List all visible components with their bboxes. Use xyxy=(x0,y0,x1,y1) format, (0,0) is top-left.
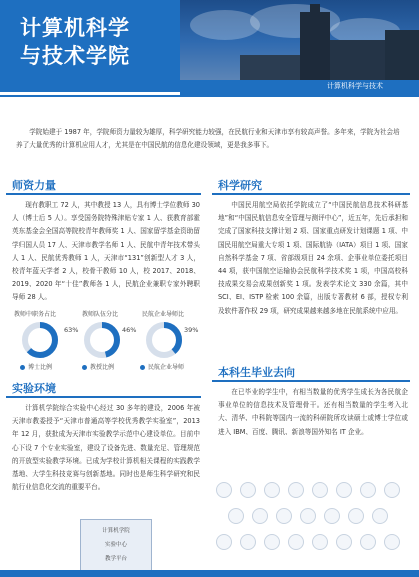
research-section-title: 科学研究 xyxy=(218,179,262,192)
stat-label: 教师队伍分比 xyxy=(82,311,119,318)
lab-section-header xyxy=(6,378,201,398)
campus-photo xyxy=(180,0,419,92)
title-block xyxy=(0,0,180,92)
career-paragraph: 在已毕业的学生中，有相当数量的优秀学生成长为各民航企事业单位的信息技术及管理骨干。还有相当数量的学生考入北大、清华、中科院等国内一流的科研院所攻读硕士或博士学位或进入 IBM、百度、腾讯、新浪等国外知名 IT 企业。 xyxy=(218,388,408,436)
partner-logo xyxy=(384,482,400,498)
partner-logo xyxy=(252,508,268,524)
partner-logo xyxy=(288,534,304,550)
partner-logo xyxy=(336,482,352,498)
section-underline xyxy=(212,193,410,195)
donut-chart-3 xyxy=(144,320,184,360)
caption-bar xyxy=(180,80,419,95)
partner-logo xyxy=(264,534,280,550)
partner-logo xyxy=(360,482,376,498)
partner-logo xyxy=(240,482,256,498)
stat-percent: 46% xyxy=(122,326,137,334)
partner-logo xyxy=(384,534,400,550)
faculty-paragraph: 现有教职工 72 人，其中教授 13 人，具有博士学位教师 30 人（博士后 5 人）。享受国务院特殊津贴专家 1 人、获教育部霍英东基金会全国高等院校青年教师奖 1 人、国家留学基金资助留学归国人员 17 人、天津市教学名师 1 人、民航中青年技术带头人 1 人、民航优秀教师 1 人，天津市“131”创新型人才 3 人，校青年蓝天学者 2 人，校骨干教师 10 人，校 2017、2018、2019、2020 年“十佳”教师各 1 人，民航企业兼职专家外聘职导师 28 人。 xyxy=(12,201,200,302)
page-title: 计算机科学 与技术学院 xyxy=(20,16,130,68)
career-section-header xyxy=(212,362,410,382)
partner-logo xyxy=(348,508,364,524)
partner-logo xyxy=(372,508,388,524)
legend-dot xyxy=(20,365,25,370)
stat-label: 教师中职务占比 xyxy=(14,311,57,318)
header-banner xyxy=(0,0,419,104)
partner-logo xyxy=(300,508,316,524)
partner-logo xyxy=(264,482,280,498)
flow-step: 实验中心 xyxy=(104,542,127,548)
legend-item: 教授比例 xyxy=(82,362,114,371)
partner-logo xyxy=(216,482,232,498)
partner-logo xyxy=(288,482,304,498)
donut-chart-1 xyxy=(20,320,60,360)
partner-logo xyxy=(240,534,256,550)
lab-flow-diagram xyxy=(80,519,152,571)
lab-paragraph: 计算机学院综合实验中心经过 30 多年的建设，2006 年被天津市教委授予“天津市普通高等学校优秀教学实验室”，2013 年 12 月，获批成为天津市实验教学示范中心建设单位。目前中心下设 7 个专业实验室，建设了设备先进、数量充足、管理规范的开放型实验教学环境。已成为学校计算机相关课程的实践教学基地、大学生科技竞赛与创新基地。同时也是师生科学研究和民航行业信息化交流的重要平台。 xyxy=(12,404,200,492)
header-divider xyxy=(0,95,419,97)
donut-chart-2 xyxy=(82,320,122,360)
section-underline xyxy=(6,193,201,195)
flow-step: 教学平台 xyxy=(104,556,127,562)
partner-logos xyxy=(212,478,410,564)
stat-percent: 39% xyxy=(184,326,199,334)
partner-logo xyxy=(336,534,352,550)
partner-logo xyxy=(360,534,376,550)
flow-step: 计算机学院 xyxy=(102,528,130,534)
intro-paragraph: 学院始建于 1987 年，学院师资力量较为雄厚，科学研究能力较强，在民航行业和天津市享有较高声誉。多年来，学院为社会培养了大量优秀的计算机应用人才，尤其是在中国民航的信息化建设领域，更是我多事下。 xyxy=(16,128,400,149)
faculty-section-header xyxy=(6,175,201,195)
footer-bar xyxy=(0,570,419,577)
section-underline xyxy=(212,380,410,382)
partner-logo xyxy=(276,508,292,524)
partner-logo xyxy=(324,508,340,524)
partner-logo xyxy=(312,534,328,550)
legend-dot xyxy=(140,365,145,370)
legend-item: 民航企业导师 xyxy=(140,362,184,371)
research-section-header xyxy=(212,175,410,195)
section-underline xyxy=(6,396,201,398)
research-paragraph: 中国民用航空局依托学院成立了“中国民航信息技术科研基地”和“中国民航信息安全管理与测评中心”，近五年，先后承担和完成了国家科技支撑计划 2 项、国家重点研发计划课题 1 项、中国民用航空局重大专项 1 项、国际航协（IATA）项目 1 项、国家自然科学基金 7 项、省部级项目 24 余项、企事业单位委托项目 44 项，获中国航空运输协会民航科学技术奖 1 项，中国高校科技成果交易会成果创新奖 1 项。发表学术论文 330 余篇，其中 SCI、EI、ISTP 检索 100 余篇，出版专著教材 6 部，授权专利及软件著作权 29 项，研究成果越来越多地在民航系统中应用。 xyxy=(218,201,408,315)
header-caption: 计算机科学与技术 xyxy=(327,82,383,90)
legend-dot xyxy=(82,365,87,370)
legend-item: 博士比例 xyxy=(20,362,52,371)
partner-logo xyxy=(216,534,232,550)
career-section-title: 本科生毕业去向 xyxy=(218,366,295,379)
faculty-section-title: 师资力量 xyxy=(12,179,56,192)
lab-section-title: 实验环境 xyxy=(12,382,56,395)
stat-label: 民航企业导师比 xyxy=(142,311,185,318)
stat-percent: 63% xyxy=(64,326,79,334)
partner-logo xyxy=(228,508,244,524)
partner-logo xyxy=(312,482,328,498)
